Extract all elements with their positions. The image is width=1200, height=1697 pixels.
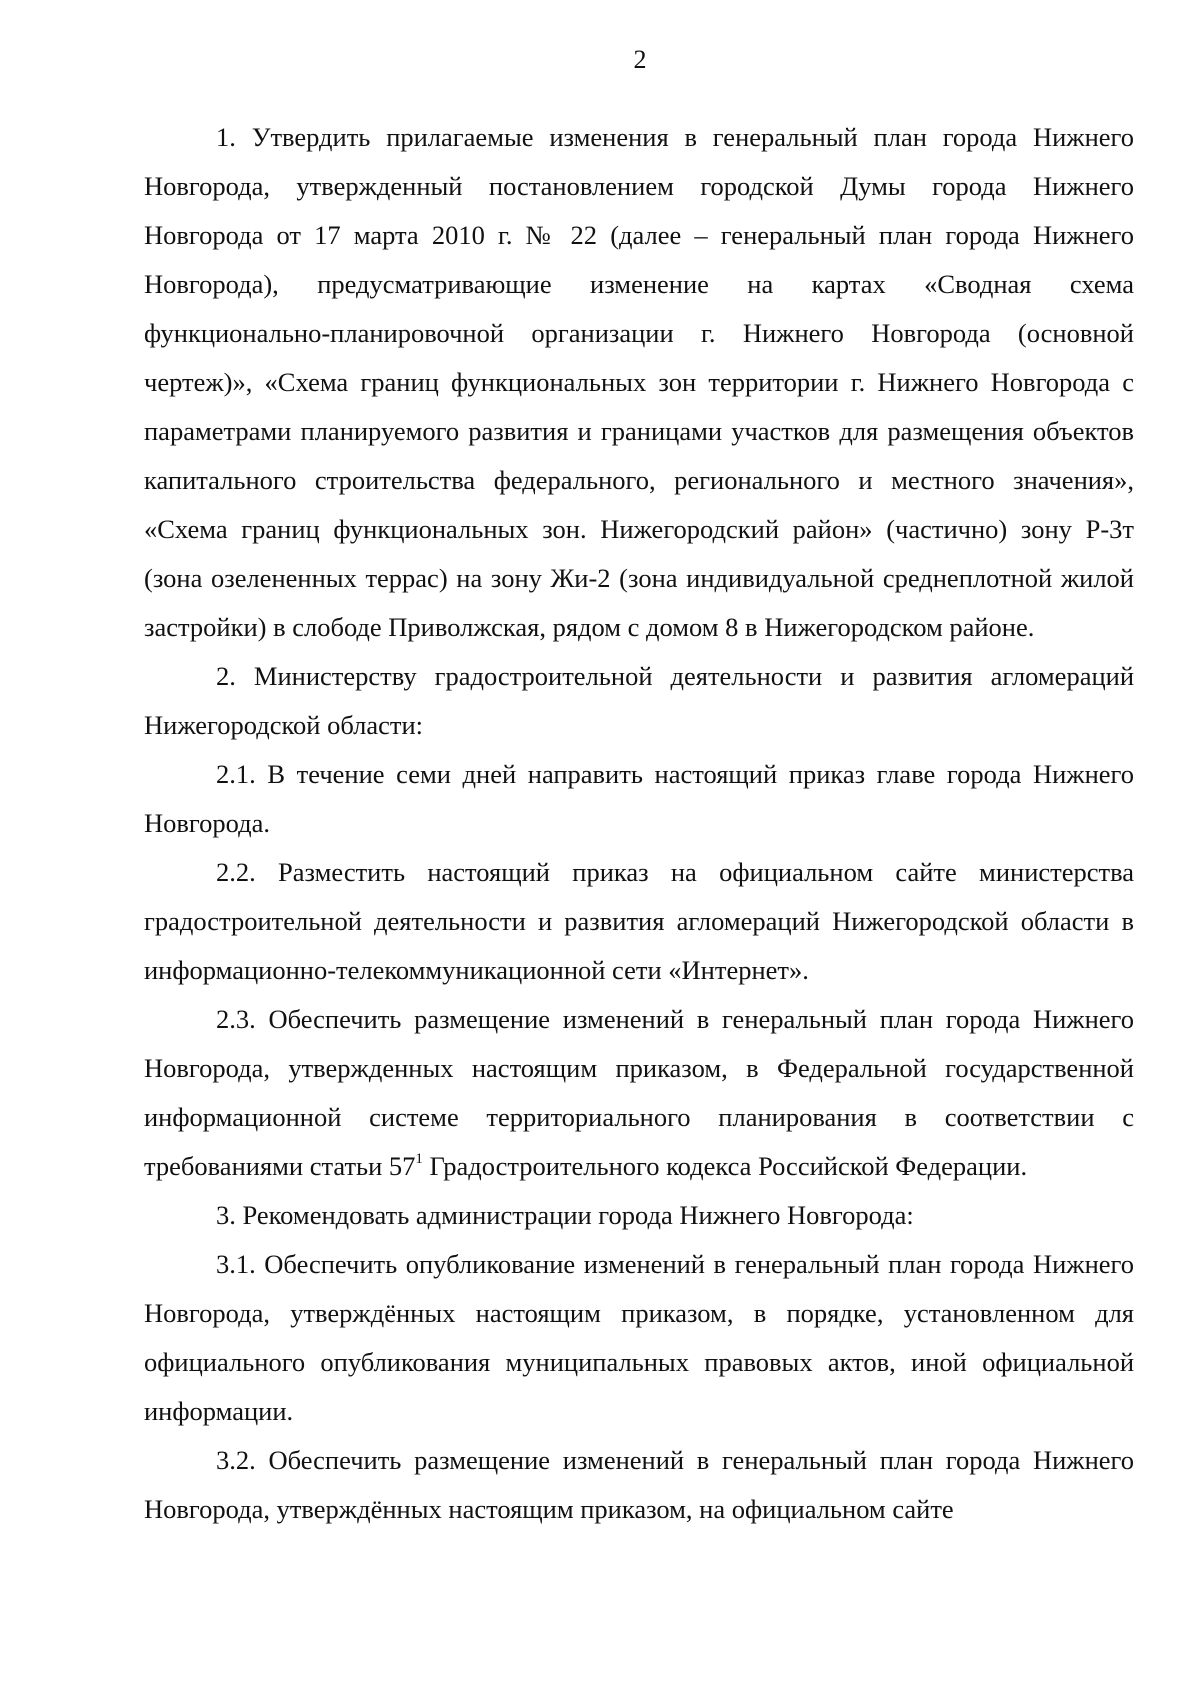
paragraph-2-3-text-start: 2.3. Обеспечить размещение изменений в генеральный план города Нижнего Новгорода, утвержденных настоящим приказом, в Федеральной государственной информационной системе территориального планирования в соответствии с требованиями статьи 57 [144, 1004, 1134, 1181]
paragraph-1-approve-changes: 1. Утвердить прилагаемые изменения в генеральный план города Нижнего Новгорода, утвержденный постановлением городской Думы города Нижнего Новгорода от 17 марта 2010 г. № 22 (далее – генеральный план города Нижнего Новгорода), предусматривающие изменение на картах «Сводная схема функционально-планировочной организации г. Нижнего Новгорода (основной чертеж)», «Схема границ функциональных зон территории г. Нижнего Новгорода с параметрами планируемого развития и границами участков для размещения объектов капитального строительства федерального, регионального и местного значения», «Схема границ функциональных зон. Нижегородский район» (частично) зону Р-3т (зона озелененных террас) на зону Жи-2 (зона индивидуальной среднеплотной жилой застройки) в слободе Приволжская, рядом с домом 8 в Нижегородском районе. [144, 122, 1134, 642]
paragraph-2-2-publish-site: 2.2. Разместить настоящий приказ на официальном сайте министерства градостроительной деятельности и развития агломераций Нижегородской области в информационно-телекоммуникационной сети «Интернет». [144, 857, 1134, 985]
page-number: 2 [633, 45, 647, 74]
paragraph-2-ministry: 2. Министерству градостроительной деятельности и развития агломераций Нижегородской области: [144, 661, 1134, 740]
paragraph-2-3-federal-system [144, 995, 1134, 1191]
paragraph-2-1-send-order: 2.1. В течение семи дней направить настоящий приказ главе города Нижнего Новгорода. [144, 759, 1134, 838]
article-superscript: 1 [415, 1151, 423, 1168]
document-body [144, 113, 1134, 1534]
paragraph-2-3-text-end: Градостроительного кодекса Российской Федерации. [422, 1151, 1028, 1181]
paragraph-3-recommend: 3. Рекомендовать администрации города Нижнего Новгорода: [216, 1200, 914, 1230]
paragraph-3-1-official-publication: 3.1. Обеспечить опубликование изменений в генеральный план города Нижнего Новгорода, утверждённых настоящим приказом, в порядке, установленном для официального опубликования муниципальных правовых актов, иной официальной информации. [144, 1249, 1134, 1426]
paragraph-3-2-official-site: 3.2. Обеспечить размещение изменений в генеральный план города Нижнего Новгорода, утверждённых настоящим приказом, на официальном сайте [144, 1445, 1134, 1524]
